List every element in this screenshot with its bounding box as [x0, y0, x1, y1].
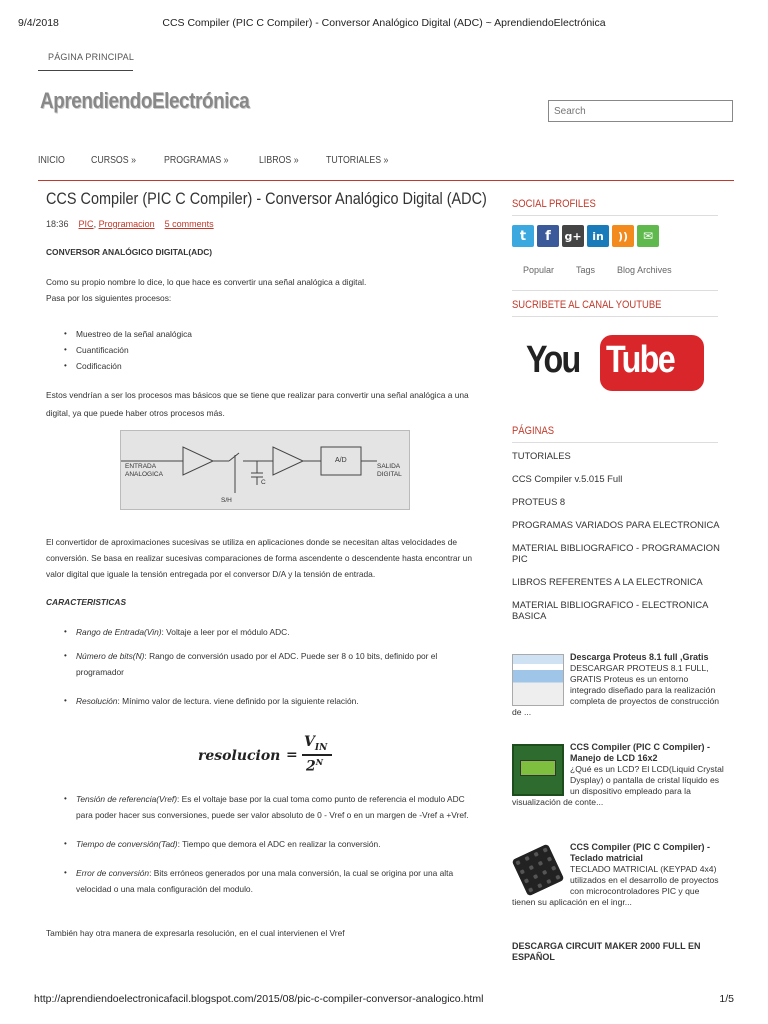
popular-post-snippet: ¿Qué es un LCD? El LCD(Liquid Crystal Dysplay) o pantalla de cristal líquido es un dispositivo empleado para la visualización de conte... — [512, 764, 724, 807]
pages-list — [512, 450, 727, 633]
email-icon[interactable]: ✉ — [637, 225, 659, 247]
process-list — [46, 326, 476, 374]
page-link[interactable]: TUTORIALES — [512, 450, 571, 461]
sidebar-divider — [512, 290, 718, 291]
post-heading: CONVERSOR ANALÓGICO DIGITAL(ADC) — [46, 247, 213, 257]
intro-paragraph — [46, 274, 476, 306]
popular-post — [512, 842, 724, 908]
list-item: • Codificación — [46, 358, 476, 374]
popular-post-title[interactable]: DESCARGA CIRCUIT MAKER 2000 FULL EN ESPAÑOL — [512, 941, 701, 962]
post-time: 18:36 — [46, 219, 69, 229]
nav-item-programas[interactable]: PROGRAMAS » — [163, 155, 229, 166]
home-link-underline — [38, 70, 133, 71]
sidebar-divider — [512, 442, 718, 443]
site-logo[interactable]: AprendiendoElectrónica — [40, 88, 250, 113]
social-profiles-title: SOCIAL PROFILES — [512, 198, 596, 210]
home-link[interactable]: PÁGINA PRINCIPAL — [48, 52, 135, 62]
diagram-capacitor-label: C — [261, 479, 266, 486]
diagram-ad-label: A/D — [335, 457, 347, 464]
tab-tags[interactable]: Tags — [576, 265, 596, 275]
print-url: http://aprendiendoelectronicafacil.blogspot.com/2015/08/pic-c-compiler-conversor-analogico.html — [34, 993, 484, 1005]
popular-post-snippet: DESCARGAR PROTEUS 8.1 FULL, GRATIS Proteus es un entorno integrado diseñado para la realización completa de proyectos de construcción de ... — [512, 663, 720, 717]
print-header — [18, 17, 750, 31]
characteristics-list — [46, 624, 476, 709]
list-item: • Muestreo de la señal analógica — [46, 326, 476, 342]
pages-title: PÁGINAS — [512, 425, 555, 437]
youtube-title: SUCRIBETE AL CANAL YOUTUBE — [512, 299, 662, 311]
post-thumbnail[interactable] — [512, 844, 564, 896]
popular-post — [512, 652, 724, 718]
sidebar-tabs — [523, 265, 694, 275]
keypad-icon — [511, 843, 564, 896]
post-meta — [46, 219, 214, 229]
nav-item-libros[interactable]: LIBROS » — [259, 155, 299, 166]
youtube-you: You — [526, 339, 580, 381]
page-link[interactable]: PROGRAMAS VARIADOS PARA ELECTRONICA — [512, 519, 720, 530]
tab-popular[interactable]: Popular — [523, 265, 555, 275]
nav-divider — [38, 180, 734, 181]
list-item: • Resolución: Mínimo valor de lectura. viene definido por la siguiente relación. — [46, 693, 476, 709]
characteristics-heading: CARACTERISTICAS — [46, 597, 127, 607]
list-item: • Tiempo de conversión(Tad): Tiempo que demora el ADC en realizar la conversión. — [46, 836, 476, 852]
popular-post — [512, 742, 724, 808]
popular-post-snippet: TECLADO MATRICIAL (KEYPAD 4x4) utilizados en el desarrollo de proyectos con microcontroladores PIC y que tienen su aplicación en el ingr... — [512, 864, 719, 907]
list-item: • Rango de Entrada(Vin): Voltaje a leer por el módulo ADC. — [46, 624, 476, 640]
print-date: 9/4/2018 — [18, 17, 59, 29]
adc-diagram-svg — [121, 431, 411, 511]
print-title: CCS Compiler (PIC C Compiler) - Conversor Analógico Digital (ADC) ~ AprendiendoElectrónica — [162, 17, 606, 29]
page-link[interactable]: LIBROS REFERENTES A LA ELECTRONICA — [512, 576, 703, 587]
popular-post-title[interactable]: CCS Compiler (PIC C Compiler) - Teclado matricial — [570, 842, 711, 863]
nav-item-cursos[interactable]: CURSOS » — [90, 155, 136, 166]
lcd-screen-icon — [520, 760, 556, 776]
intro-line-2: Pasa por los siguientes procesos: — [46, 293, 172, 303]
post-thumbnail[interactable] — [512, 744, 564, 796]
nav-item-tutoriales[interactable]: TUTORIALES » — [326, 155, 389, 166]
intro-line-1: Como su propio nombre lo dice, lo que hace es convertir una señal analógica a digital. — [46, 277, 367, 287]
page-link[interactable]: MATERIAL BIBLIOGRAFICO - PROGRAMACION PIC — [512, 542, 720, 564]
print-footer — [34, 993, 734, 1007]
list-item: • Error de conversión: Bits erróneos generados por una mala conversión, la cual se origina por una alta velocidad o una mala configuración del modulo. — [46, 865, 476, 897]
label-link-pic[interactable]: PIC — [78, 219, 94, 229]
page-link[interactable]: MATERIAL BIBLIOGRAFICO - ELECTRONICA BASICA — [512, 599, 708, 621]
label-separator: , — [93, 219, 99, 229]
tab-blog-archives[interactable]: Blog Archives — [617, 265, 672, 275]
youtube-logo[interactable] — [512, 325, 718, 405]
popular-post-title[interactable]: Descarga Proteus 8.1 full ,Gratis — [570, 652, 709, 662]
paragraph-vref: También hay otra manera de expresarla resolución, en el cual intervienen el Vref — [46, 928, 345, 938]
sidebar-divider — [512, 316, 718, 317]
adc-block-diagram — [120, 430, 410, 510]
social-icons — [512, 225, 662, 247]
list-item: • Número de bits(N): Rango de conversión usado por el ADC. Puede ser 8 o 10 bits, definido por el programador — [46, 648, 476, 680]
post-title: CCS Compiler (PIC C Compiler) - Conversor Analógico Digital (ADC) — [46, 189, 487, 208]
print-page-number: 1/5 — [719, 993, 734, 1005]
characteristics-list-2 — [46, 791, 476, 897]
comments-link[interactable]: 5 comments — [164, 219, 214, 229]
diagram-output-label: SALIDA DIGITAL — [377, 463, 402, 478]
linkedin-icon[interactable]: in — [587, 225, 609, 247]
nav-item-inicio[interactable]: INICIO — [38, 155, 65, 166]
youtube-tube: Tube — [606, 339, 674, 381]
facebook-icon[interactable]: f — [537, 225, 559, 247]
page-link[interactable]: PROTEUS 8 — [512, 496, 566, 507]
paragraph-sar: El convertidor de aproximaciones sucesivas se utiliza en aplicaciones donde se necesitan altas velocidades de conversión. Se basa en realizar sucesivas comparaciones de forma ascendente o descendente hasta encontrar un valor digital que iguale la tensión entregada por el conversor D/A y la tensión de entrada. — [46, 537, 472, 579]
diagram-input-label: ENTRADA ANALOGICA — [125, 463, 163, 478]
list-item: • Cuantificación — [46, 342, 476, 358]
main-nav — [38, 155, 419, 171]
list-item: • Tensión de referencia(Vref): Es el voltaje base por la cual toma como punto de referencia el modulo ADC para poder hacer sus conversiones, puede ser valor absoluto de 0 - Vref o en un margen de -Vref a +Vref. — [46, 791, 476, 823]
rss-icon[interactable]: )) — [612, 225, 634, 247]
label-link-programacion[interactable]: Programacion — [98, 219, 155, 229]
popular-post-title[interactable]: CCS Compiler (PIC C Compiler) - Manejo de LCD 16x2 — [570, 742, 711, 763]
search-input[interactable] — [548, 100, 733, 122]
sidebar-divider — [512, 215, 718, 216]
page-link[interactable]: CCS Compiler v.5.015 Full — [512, 473, 623, 484]
post-thumbnail[interactable] — [512, 654, 564, 706]
paragraph-processes: Estos vendrían a ser los procesos mas básicos que se tiene que realizar para convertir una señal analógica a una digital, ya que puede haber otros procesos más. — [46, 390, 469, 418]
twitter-icon[interactable]: t — [512, 225, 534, 247]
diagram-sh-label: S/H — [221, 497, 232, 504]
googleplus-icon[interactable]: g+ — [562, 225, 584, 247]
